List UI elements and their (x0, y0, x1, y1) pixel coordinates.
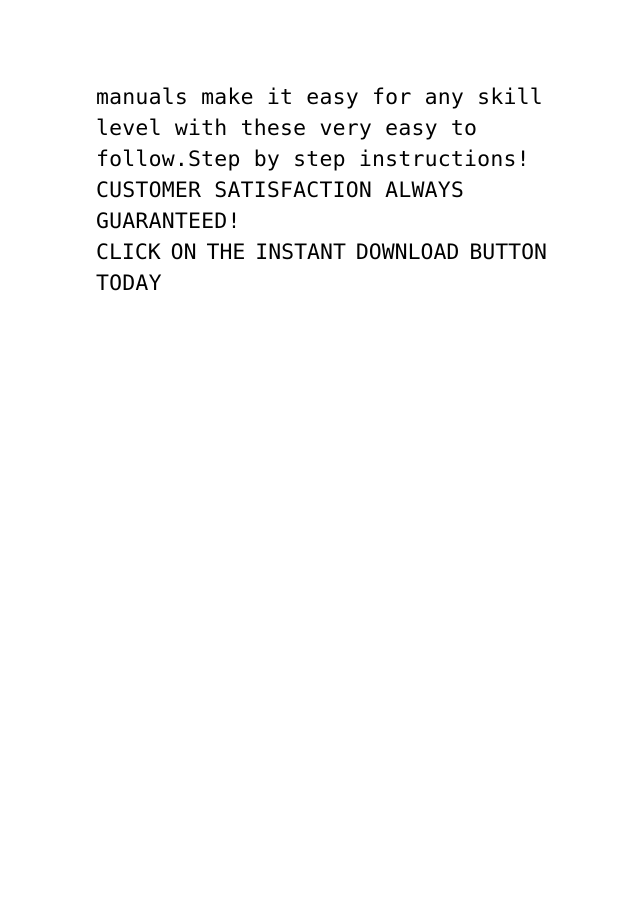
text-line: manuals make it easy for any skill (96, 85, 543, 110)
text-line: GUARANTEED! (96, 209, 241, 234)
text-line: follow.Step by step instructions! (96, 147, 530, 172)
text-line: CUSTOMER SATISFACTION ALWAYS (96, 178, 465, 203)
text-line: CLICK ON THE INSTANT DOWNLOAD BUTTON (96, 240, 547, 265)
text-line: TODAY (96, 271, 162, 296)
body-text (96, 82, 556, 299)
text-line: level with these very easy to (96, 116, 478, 141)
